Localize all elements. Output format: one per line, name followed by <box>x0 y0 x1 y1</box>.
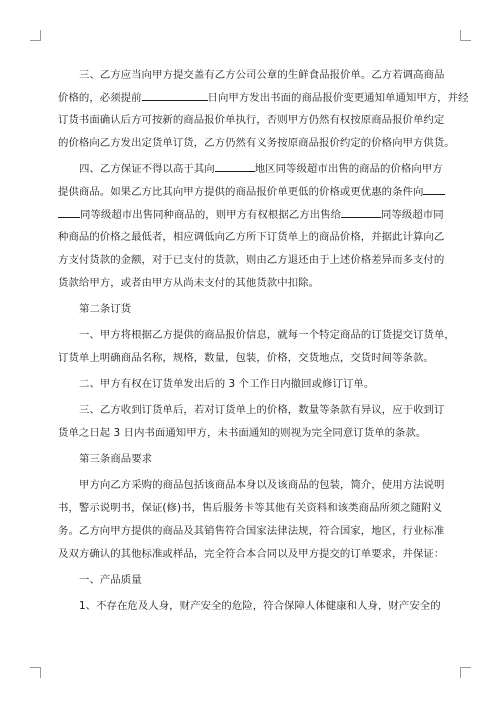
text-line <box>58 272 446 295</box>
corner-mark-bottom-right <box>460 667 471 678</box>
text-line <box>58 204 446 227</box>
paragraph <box>58 595 446 618</box>
fill-in-blank <box>341 207 381 218</box>
text-line <box>58 373 446 396</box>
text-segment: 第二条订货 <box>79 303 132 316</box>
text-line <box>58 87 469 110</box>
fill-in-blank <box>215 161 255 172</box>
paragraph <box>58 399 446 444</box>
text-segment: 地区同等级超市出售的商品的价格向甲方 <box>254 163 443 176</box>
fill-in-blank <box>58 207 80 218</box>
text-line <box>58 595 446 618</box>
paragraph <box>58 373 446 396</box>
text-line <box>58 249 446 272</box>
fill-in-blank <box>142 90 208 101</box>
text-segment: 货款给甲方，或者由甲方从尚未支付的其他货款中扣除。 <box>58 276 320 289</box>
text-line <box>58 448 446 471</box>
fill-in-blank <box>423 184 445 195</box>
paragraph <box>58 569 446 592</box>
text-segment: 二、甲方有权在订货单发出后的 3 个工作日内撤回或修订订单。 <box>79 378 375 391</box>
text-segment: 1、不存在危及人身，财产安全的危险，符合保障人体健康和人身，财产安全的 <box>79 599 441 612</box>
text-line <box>58 181 446 204</box>
text-line <box>58 158 446 181</box>
text-line <box>58 520 446 543</box>
corner-mark-bottom-left <box>30 667 41 678</box>
text-line <box>58 474 446 497</box>
text-segment: 货单之日起 3 日内书面通知甲方，未书面通知的则视为完全同意订货单的条款。 <box>58 427 427 440</box>
text-segment: 订货书面确认后方可按新的商品报价单执行，否则甲方仍然有权按原商品报价单约定 <box>58 114 445 127</box>
corner-mark-top-left <box>30 30 41 41</box>
text-segment: 四、乙方保证不得以高于其向 <box>79 163 215 176</box>
text-segment: 一、甲方将根据乙方提供的商品报价信息，就每一个特定商品的订货提交订货单， <box>79 329 455 342</box>
text-segment: 方支付货款的金额，对于已支付的货款，则由乙方退还由于上述价格差异而多支付的 <box>58 254 445 267</box>
text-line <box>58 422 446 445</box>
text-segment: 及双方确认的其他标准或样品，完全符合本合同以及甲方提交的订单要求，并保证： <box>58 547 445 560</box>
text-line <box>58 569 446 592</box>
text-line <box>58 132 455 155</box>
paragraph <box>58 474 446 565</box>
document-body <box>58 64 469 621</box>
paragraph <box>58 158 446 294</box>
text-segment: 一、产品质量 <box>79 573 142 586</box>
text-line <box>58 347 446 370</box>
text-segment: 书，警示说明书，保证(修)书，售后服务卡等其他有关资料和该类商品所须之随附义 <box>58 502 443 515</box>
paragraph <box>58 64 469 155</box>
text-segment: 务。乙方向甲方提供的商品及其销售符合国家法律法规，符合国家，地区，行业标准 <box>58 524 445 537</box>
text-segment: 订货单上明确商品名称，规格，数量，包装，价格，交货地点，交货时间等条款。 <box>58 351 434 364</box>
text-segment: 三、乙方应当向甲方提交盖有乙方公司公章的生鲜食品报价单。乙方若调高商品 <box>79 69 445 81</box>
corner-mark-top-right <box>460 30 471 41</box>
text-segment: 甲方向乙方采购的商品包括该商品本身以及该商品的包装，简介，使用方法说明 <box>79 479 445 492</box>
paragraph <box>58 324 455 369</box>
text-line <box>58 298 446 321</box>
text-line <box>58 226 446 249</box>
text-segment: 同等级超市同 <box>381 208 444 221</box>
text-segment: 种商品的价格之最低者，相应调低向乙方所下订货单上的商品价格，并据此计算向乙 <box>58 231 445 244</box>
text-line <box>58 543 446 566</box>
text-segment: 的价格向乙方发出定货单订货，乙方仍然有义务按原商品报价约定的价格向甲方供货。 <box>58 137 455 150</box>
text-line <box>58 109 446 132</box>
text-line <box>58 399 446 422</box>
paragraph <box>58 298 446 321</box>
text-segment: 日向甲方发出书面的商品报价变更通知单通知甲方，并经 <box>207 91 469 104</box>
text-line <box>58 497 446 520</box>
text-segment: 三、乙方收到订货单后，若对订货单上的价格，数量等条款有异议，应于收到订 <box>79 404 445 417</box>
paragraph <box>58 448 446 471</box>
text-segment: 价格的，必须提前 <box>58 91 142 104</box>
text-line <box>58 64 446 87</box>
text-segment: 同等级超市出售同种商品的，则甲方有权根据乙方出售给 <box>80 208 342 221</box>
text-segment: 提供商品。如果乙方比其向甲方提供的商品报价单更低的价格或更优惠的条件向 <box>58 186 424 199</box>
text-line <box>58 324 455 347</box>
text-segment: 第三条商品要求 <box>79 453 153 466</box>
